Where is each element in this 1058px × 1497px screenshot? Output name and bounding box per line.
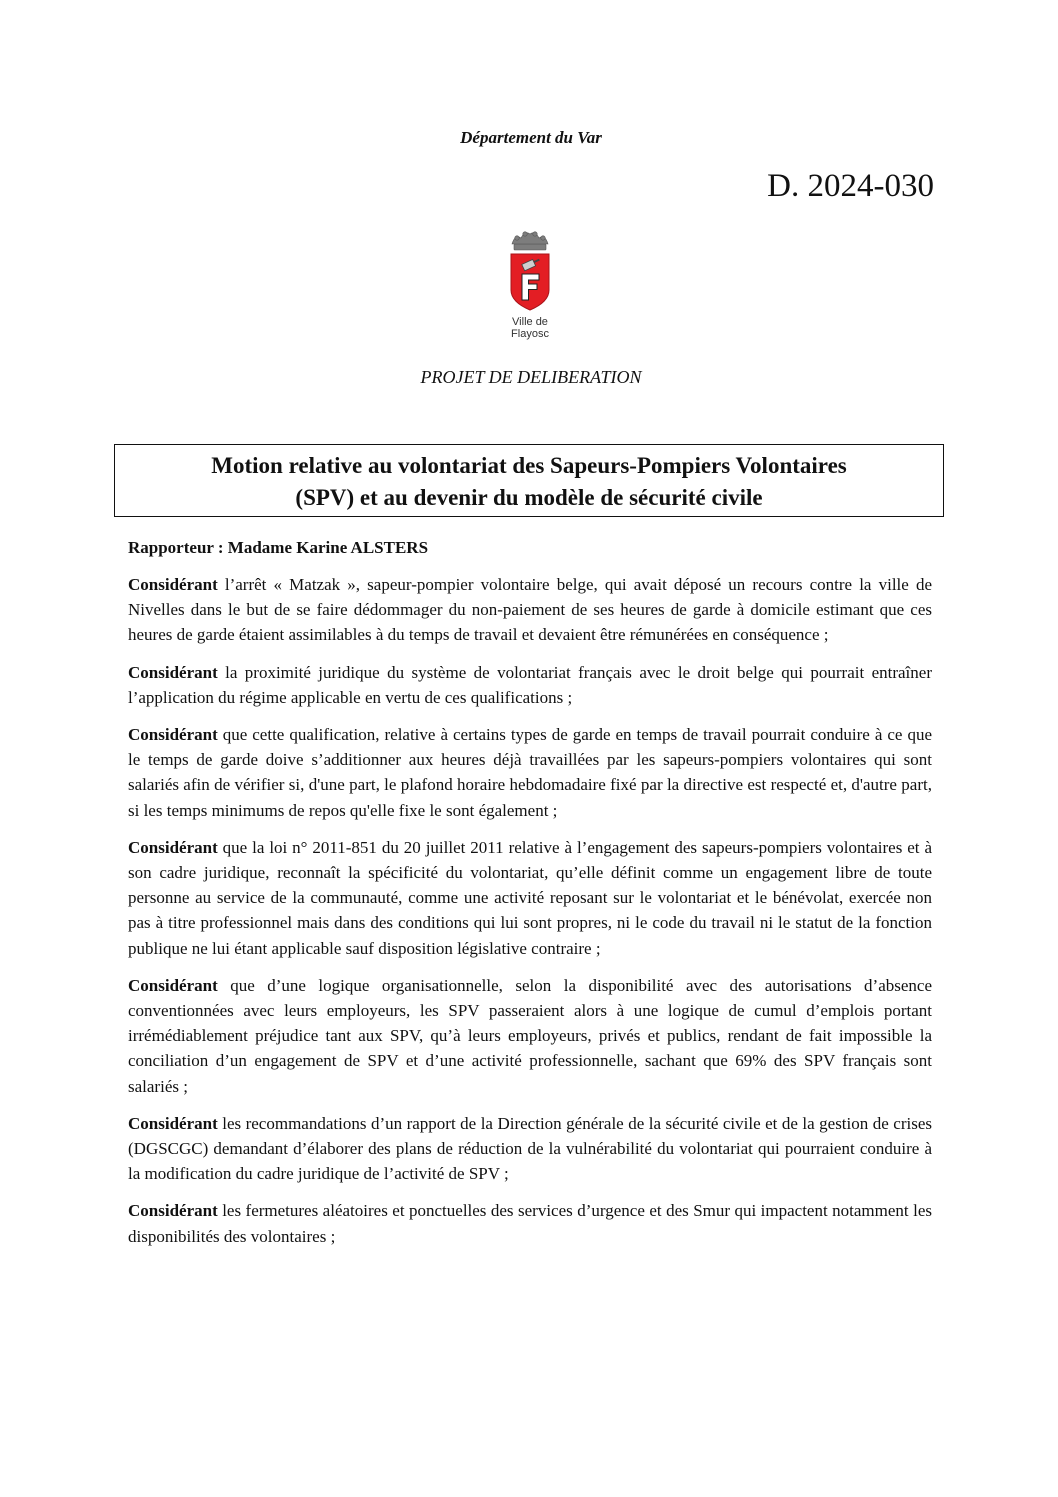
logo-caption-line2: Flayosc — [511, 328, 549, 340]
paragraph-lead: Considérant — [128, 837, 218, 857]
rapporteur: Rapporteur : Madame Karine ALSTERS — [128, 538, 429, 557]
paragraph-lead: Considérant — [128, 975, 218, 995]
paragraph-text: les recommandations d’un rapport de la Direction générale de la sécurité civile et de la gestion de crises (DGSCGC) demandant d’élaborer des plans de réduction de la vulnérabilité du volontariat qui pourraient conduire à la modification du cadre juridique de l’activité de SPV ; — [128, 1113, 932, 1184]
deliberation-reference: D. 2024-030 — [767, 168, 934, 204]
motion-title-line2: (SPV) et au devenir du modèle de sécurité civile — [295, 485, 763, 510]
consideration-paragraph — [128, 1198, 932, 1248]
coat-of-arms-icon — [497, 228, 563, 316]
paragraph-text: que d’une logique organisationnelle, selon la disponibilité avec des autorisations d’absence conventionnées avec leurs employeurs, les SPV passeraient alors à une logique de cumul d’emplois portant irrémédiablement préjudice tant aux SPV, qu’à leurs employeurs, privés et publics, rendant de fait impossible la conciliation d’un engagement de SPV et d’une activité professionnelle, sachant que 69% des SPV français sont salariés ; — [128, 975, 932, 1096]
paragraph-text: que cette qualification, relative à certains types de garde en temps de travail pourrait conduire à ce que le temps de garde doive s’additionner aux heures déjà travaillées par les sapeurs-pompiers volontaires qui sont salariés afin de vérifier si, d'une part, le plafond horaire hebdomadaire fixé par la directive est respecté et, d'autre part, si les temps minimums de repos qu'elle fixe le sont également ; — [128, 725, 932, 820]
consideration-paragraph — [128, 973, 932, 1099]
paragraph-lead: Considérant — [128, 662, 218, 682]
motion-title-line1: Motion relative au volontariat des Sapeurs-Pompiers Volontaires — [211, 453, 847, 478]
logo-caption — [497, 316, 563, 340]
paragraph-text: que la loi n° 2011-851 du 20 juillet 2011 relative à l’engagement des sapeurs-pompiers volontaires et à son cadre juridique, reconnaît la spécificité du volontariat, qu’elle définit comme un engagement libre de toute personne au service de la communauté, comme une activité reposant sur le volontariat et le bénévolat, exercée non pas à titre professionnel mais dans des conditions qui lui sont propres, ni le code du travail ni le statut de la fonction publique ne lui étant applicable sauf disposition législative contraire ; — [128, 837, 932, 958]
department-text: Département du Var — [460, 128, 602, 147]
consideration-paragraph — [128, 722, 932, 823]
logo-caption-line1: Ville de — [512, 316, 548, 328]
considerations-body — [128, 572, 932, 1261]
consideration-paragraph — [128, 660, 932, 710]
paragraph-text: la proximité juridique du système de volontariat français avec le droit belge qui pourrait entraîner l’application du régime applicable en vertu de ces qualifications ; — [128, 662, 932, 707]
document-type — [0, 367, 1058, 388]
consideration-paragraph — [128, 572, 932, 648]
town-logo — [497, 228, 563, 358]
paragraph-text: les fermetures aléatoires et ponctuelles des services d’urgence et des Smur qui impactent notamment les disponibilités des volontaires ; — [128, 1201, 932, 1246]
consideration-paragraph — [128, 835, 932, 961]
paragraph-lead: Considérant — [128, 575, 218, 594]
department-heading — [0, 128, 1058, 148]
paragraph-lead: Considérant — [128, 1201, 218, 1221]
paragraph-lead: Considérant — [128, 1113, 218, 1133]
consideration-paragraph — [128, 1111, 932, 1187]
motion-title-box — [114, 444, 944, 517]
document-type-text: PROJET DE DELIBERATION — [420, 367, 642, 387]
paragraph-lead: Considérant — [128, 725, 218, 745]
paragraph-text: l’arrêt « Matzak », sapeur-pompier volontaire belge, qui avait déposé un recours contre la ville de Nivelles dans le but de se faire dédommager du non-paiement de ses heures de garde à domicile estimant que ces heures de garde étaient assimilables à du temps de travail et devaient être rémunérées en conséquence ; — [128, 575, 932, 645]
